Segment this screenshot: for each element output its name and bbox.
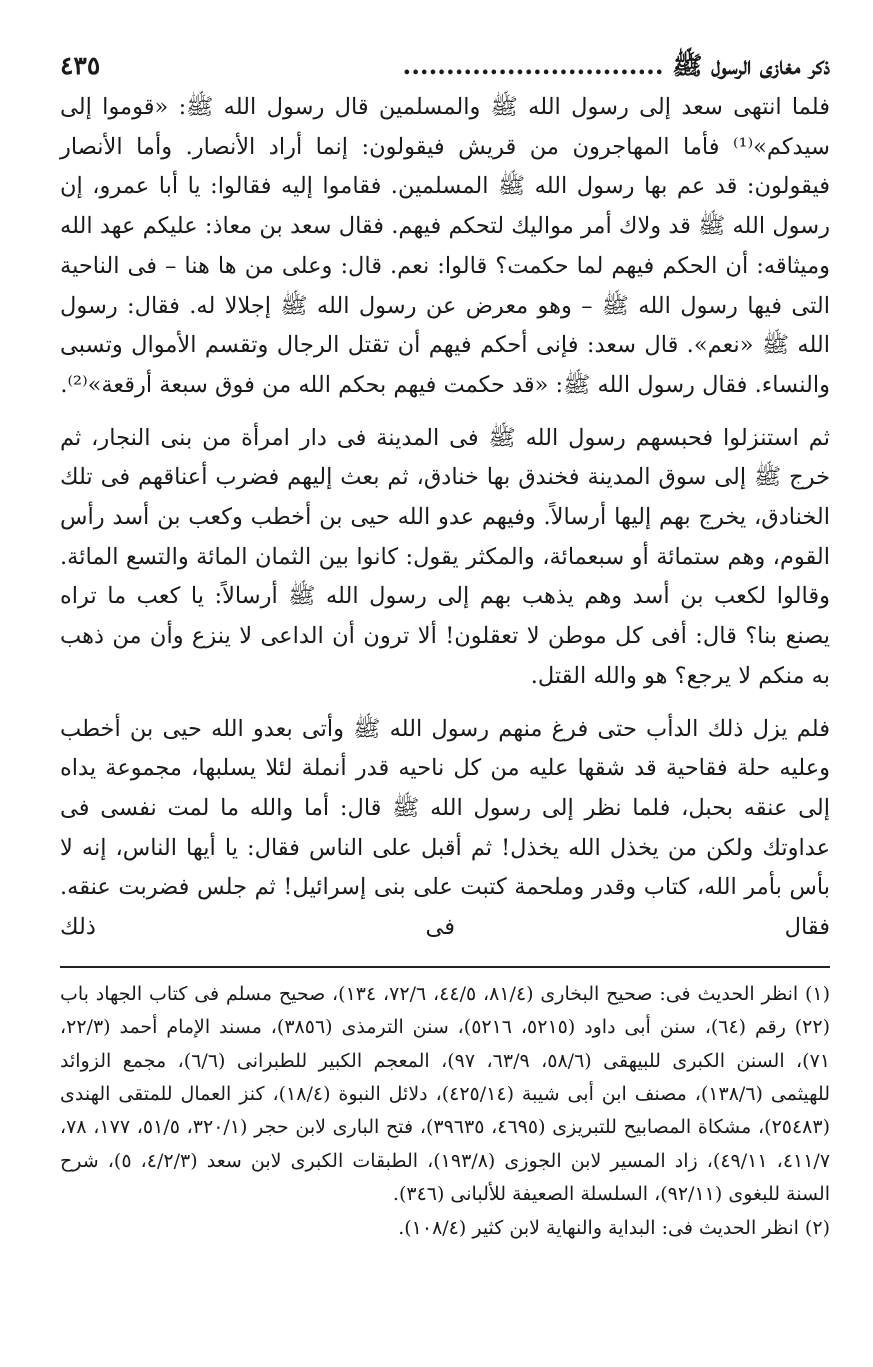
text-line: سيدكم»⁽¹⁾ فأما المهاجرون من قريش فيقولون: إنما أراد الأنصار. وأما الأنصار: [60, 133, 830, 160]
paragraph-3: [60, 710, 830, 948]
footnote-line: النبوة (١٨/٤)، كنز العمال للمتقى الهندى (٢٥٤٨٣)، مشكاة المصابيح للتبريزى (٤٦٩٥،: [60, 1082, 831, 1139]
text-line: من يخذل الله يخذل! ثم أقبل على الناس فقال: يا أيها الناس، إنه لا بأس بأمر الله،: [60, 834, 830, 901]
page-number: ٤٣٥: [60, 51, 101, 80]
text-line: وعليه حلة فقاحية قد شقها عليه من كل ناحيه قدر أنملة لئلا يسلبها، مجموعة يداه إلى: [60, 755, 830, 821]
text-line: وميثاقه: أن الحكم فيهم لما حكمت؟ قالوا: نعم. قال: وعلى من ها هنا – فى الناحية: [60, 252, 830, 279]
text-line: فلما انتهى سعد إلى رسول الله ﷺ والمسلمين قال رسول الله ﷺ: «قوموا إلى: [60, 94, 830, 120]
text-line: القوم، وهم ستمائة أو سبعمائة، والمكثر يقول: كانوا بين الثمان المائة والتسع المائة.: [60, 543, 830, 570]
footnote-1: [60, 978, 830, 1212]
footnote-line: المسير لابن الجوزى (١٩٣/٨)، الطبقات الكبرى لابن سعد (٤/٢/٣، ٥)، شرح السنة للبغوى: [60, 1149, 830, 1206]
footnote-line: (١) انظر الحديث فى: صحيح البخارى (٨١/٤، ٤٤/٥، ٧٢/٦، ١٣٤)، صحيح مسلم فى كتاب: [148, 982, 831, 1005]
text-line: وقالوا لكعب بن أسد وهم يذهب بهم إلى رسول الله ﷺ أرسالاً: يا كعب ما تراه: [60, 583, 830, 610]
running-header: [60, 44, 830, 88]
text-line: الله ﷺ قد ولاك أمر مواليك لتحكم فيهم. فقال سعد بن معاذ: عليكم عهد الله: [60, 213, 766, 240]
text-line: فيقولون: قد عم بها رسول الله ﷺ المسلمين. فقاموا إليه فقالوا: يا أبا عمرو، إن رسول: [60, 173, 831, 240]
text-line: والنساء. فقال رسول الله ﷺ: «قد حكمت فيهم بحكم الله من فوق سبعة أرقعة»⁽²⁾.: [60, 371, 830, 398]
footnote-line: ٣٩٦٣٥)، فتح البارى لابن حجر (٣٢٠/١، ٥١/٥، ١٧٧، ٧٨، ٤١١/٧، ٤٩/١١)، زاد: [60, 1116, 831, 1172]
text-line: فلم يزل ذلك الدأب حتى فرغ منهم رسول الله ﷺ وأتى بعدو الله حيى بن أخطب: [60, 715, 830, 742]
footnote-separator: [60, 966, 830, 968]
text-line: عنقه بحبل، فلما نظر إلى رسول الله ﷺ قال: أما والله ما لمت نفسى فى عداوتك ولكن: [60, 794, 830, 861]
footnote-line: (٩٢/١١)، السلسلة الصعيفة للألبانى (٣٤٦).: [392, 1183, 723, 1206]
text-line: ثم استنزلوا فحبسهم رسول الله ﷺ فى المدينة فى دار امرأة من بنى النجار، ثم: [60, 424, 830, 451]
footnote-line: مسند الإمام أحمد (٢٢/٣، ٧١)، السنن الكبرى للبيهقى (٥٨/٦، ٦٣/٩، ٩٧)، المعجم الكبير: [60, 1016, 831, 1072]
text-line: ﷺ «نعم». قال سعد: فإنى أحكم فيهم أن تقتل الرجال وتقسم الأموال وتسبى: [60, 332, 790, 359]
footnote-line: الجهاد باب (٢٢) رقم (٦٤)، سنن أبى داود (٥٢١٥، ٥٢١٦)، سنن الترمذى (٣٨٥٦)،: [60, 982, 831, 1039]
footnote-line: للطبرانى (٦/٦)، مجمع الزوائد للهيثمى (١٣٨/٦)، مصنف ابن أبى شيبة (٤٢٥/١٤)، دلائل: [60, 1049, 831, 1105]
footnote-2: [60, 1212, 830, 1245]
text-line: الخنادق، يخرج بهم إليها أرسالاً. وفيهم عدو الله حيى بن أخطب وكعب بن أسد رأس: [60, 504, 830, 531]
text-line: يصنع بنا؟ قال: أفى كل موطن لا تعقلون! ألا ترون أن الداعى لا ينزع وأن من ذهب: [60, 623, 830, 650]
text-line: التى فيها رسول الله ﷺ – وهو معرض عن رسول الله ﷺ إجلالا له. فقال: رسول الله: [60, 292, 831, 359]
book-page: [60, 44, 830, 1245]
running-title: ذكر مغازى الرسول ﷺ ..............................: [402, 51, 830, 80]
text-line: به منكم لا يرجع؟ هو والله القتل.: [530, 662, 830, 689]
footnote-line: (٢) انظر الحديث فى: البداية والنهاية لابن كثير (١٠٨/٤).: [398, 1216, 830, 1239]
text-line: كتاب وقدر وملحمة كتبت على بنى إسرائيل! ثم جلس فضربت عنقه. فقال فى ذلك: [60, 874, 830, 941]
paragraph-2: [60, 419, 830, 697]
text-line: خرج ﷺ إلى سوق المدينة فخندق بها خنادق، ثم بعث إليهم فضرب أعناقهم فى تلك: [60, 464, 830, 491]
paragraph-1: [60, 88, 830, 406]
